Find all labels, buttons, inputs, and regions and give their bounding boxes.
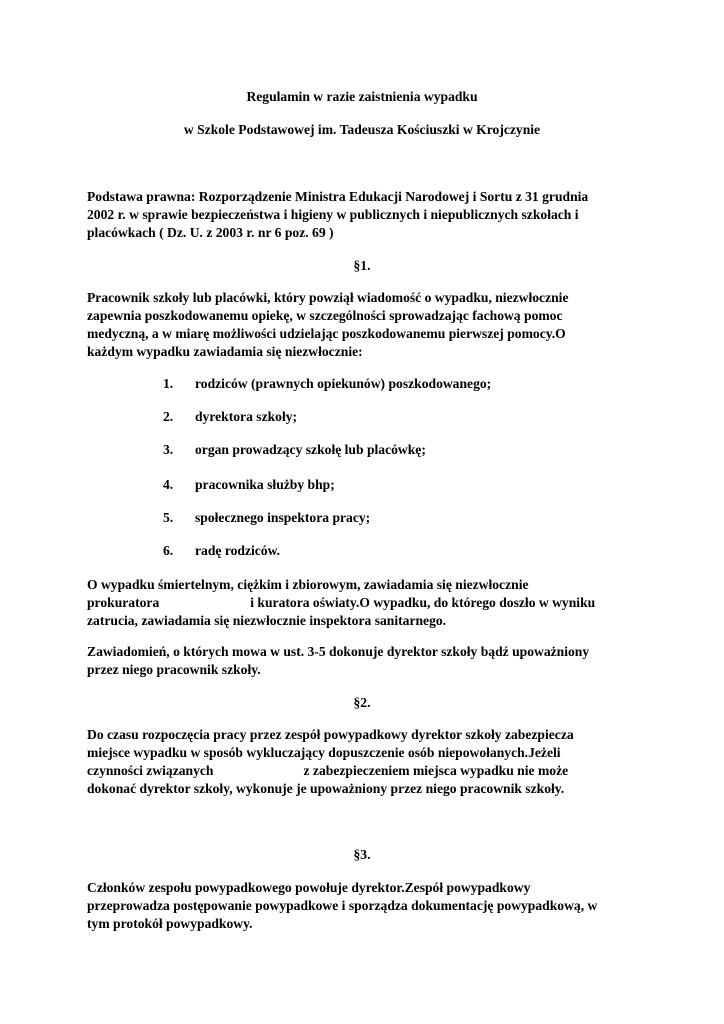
paragraph-line: medyczną, a w miarę możliwości udzielając poszkodowanemu pierwszej pomocy.O [87, 326, 566, 341]
list-text: dyrektora szkoły; [195, 409, 298, 424]
paragraph-line: Pracownik szkoły lub placówki, który powziął wiadomość o wypadku, niezwłocznie [87, 290, 569, 305]
section-3-heading: §3. [353, 847, 371, 862]
list-text: społecznego inspektora pracy; [195, 510, 371, 525]
document-subtitle: w Szkole Podstawowej im. Tadeusza Kościuszki w Krojczynie [183, 122, 541, 137]
legal-basis-line: placówkach ( Dz. U. z 2003 r. nr 6 poz. 69 ) [87, 225, 334, 240]
list-number: 3. [163, 442, 174, 457]
legal-basis-line: Podstawa prawna: Rozporządzenie Ministra Edukacji Narodowej i Sortu z 31 grudnia [87, 189, 589, 204]
list-number: 4. [163, 477, 174, 492]
list-text: organ prowadzący szkołę lub placówkę; [195, 442, 426, 457]
list-number: 6. [163, 543, 174, 558]
paragraph-line [87, 594, 647, 612]
notification-paragraph [87, 643, 647, 679]
list-text: pracownika służby bhp; [195, 477, 335, 492]
paragraph-line: Do czasu rozpoczęcia pracy przez zespół powypadkowy dyrektor szkoły zabezpiecza [87, 727, 574, 742]
list-text: radę rodziców. [195, 543, 281, 558]
legal-basis-line: 2002 r. w sprawie bezpieczeństwa i higieny w publicznych i niepublicznych szkołach i [87, 207, 579, 222]
list-item [163, 375, 491, 393]
legal-basis [87, 188, 647, 242]
paragraph-fragment: prokuratora [87, 595, 160, 610]
paragraph-line: Członków zespołu powypadkowego powołuje dyrektor.Zespół powypadkowy [87, 880, 531, 895]
paragraph-line: zatrucia, zawiadamia się niezwłocznie inspektora sanitarnego. [87, 613, 447, 628]
section-2-paragraph [87, 726, 647, 798]
paragraph-fragment: i kuratora oświaty.O wypadku, do którego doszło w wyniku [250, 595, 596, 610]
section-3-paragraph [87, 879, 647, 933]
section-1-heading: §1. [353, 258, 371, 273]
paragraph-line: zapewnia poszkodowanemu opiekę, w szczególności sprowadzając fachową pomoc [87, 308, 563, 323]
list-item [163, 476, 335, 494]
paragraph-line: przez niego pracownik szkoły. [87, 662, 261, 677]
paragraph-line: każdym wypadku zawiadamia się niezwłocznie: [87, 344, 363, 359]
list-number: 5. [163, 510, 174, 525]
section-1-intro [87, 289, 647, 361]
paragraph-line: dokonać dyrektor szkoły, wykonuje je upoważniony przez niego pracownik szkoły. [87, 781, 565, 796]
list-number: 2. [163, 409, 174, 424]
fatal-accident-paragraph [87, 576, 647, 630]
list-item [163, 542, 280, 560]
paragraph-fragment: czynności związanych [87, 763, 214, 778]
paragraph-line [87, 762, 647, 780]
list-item [163, 441, 426, 459]
paragraph-fragment: z zabezpieczeniem miejsca wypadku nie może [303, 763, 569, 778]
section-2-heading: §2. [353, 695, 371, 710]
document-title: Regulamin w razie zaistnienia wypadku [246, 89, 478, 104]
paragraph-line: O wypadku śmiertelnym, ciężkim i zbiorowym, zawiadamia się niezwłocznie [87, 577, 529, 592]
paragraph-line: miejsce wypadku w sposób wykluczający dopuszczenie osób niepowołanych.Jeżeli [87, 745, 561, 760]
list-text: rodziców (prawnych opiekunów) poszkodowanego; [195, 376, 492, 391]
list-item [163, 509, 370, 527]
list-item [163, 408, 297, 426]
paragraph-line: Zawiadomień, o których mowa w ust. 3-5 dokonuje dyrektor szkoły bądź upoważniony [87, 644, 590, 659]
list-number: 1. [163, 376, 174, 391]
paragraph-line: przeprowadza postępowanie powypadkowe i sporządza dokumentację powypadkową, w [87, 898, 598, 913]
paragraph-line: tym protokół powypadkowy. [87, 916, 253, 931]
